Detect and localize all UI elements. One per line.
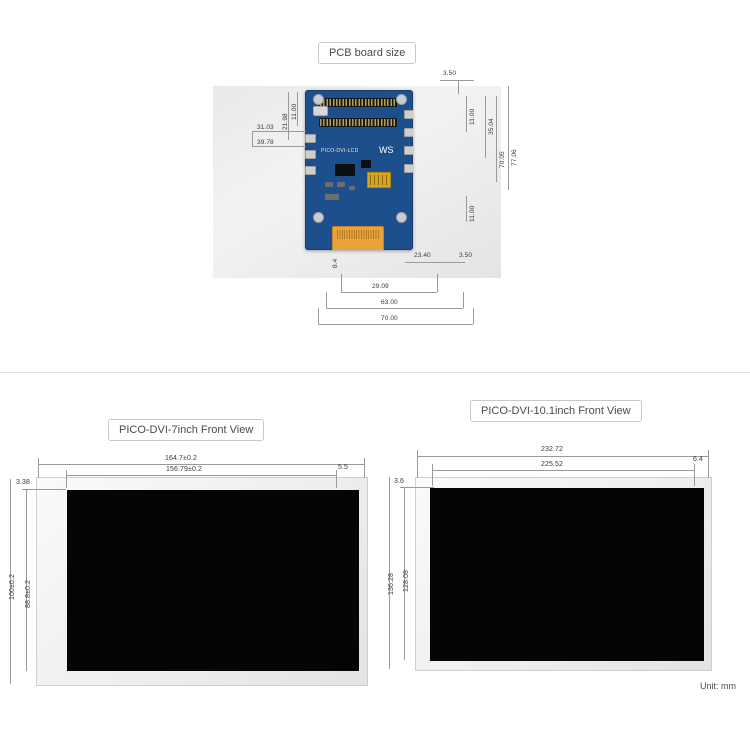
pcb-dim-right-ext-5 — [466, 196, 467, 222]
ic-chip-2 — [361, 160, 371, 168]
pcb-section-title: PCB board size — [318, 42, 416, 64]
pcb-dim-left-3103: 31.03 — [257, 124, 274, 131]
pcb-board-size-section — [0, 0, 750, 370]
pcb-dim-bottom-ext-5 — [318, 308, 319, 324]
pcb-dim-right-ext-2 — [485, 96, 486, 158]
panel-7inch-outline — [36, 477, 368, 686]
mounting-hole-tr — [396, 94, 407, 105]
pcb-dim-right-1100b: 11.00 — [469, 205, 476, 222]
section-divider — [0, 372, 750, 373]
pcb-dim-bottom-line-7000 — [318, 324, 473, 325]
pcb-dim-right-ext-1 — [466, 96, 467, 132]
pcb-dim-bottom-7000: 70.00 — [381, 315, 398, 322]
pcb-dim-left-ext-3 — [252, 131, 253, 146]
unit-note: Unit: mm — [700, 681, 736, 691]
pcb-photo — [213, 86, 501, 278]
pcb-dim-right-ext-3 — [496, 96, 497, 182]
p10-dim-top-inner-ext-r — [694, 464, 695, 486]
p10-dim-top-inner-ext-l — [432, 464, 433, 486]
pcb-dim-right-3504: 35.04 — [488, 118, 495, 135]
board-silkscreen-label: PICO-DVI-LCD — [321, 148, 359, 154]
pcb-dim-right-ext-0 — [458, 80, 459, 94]
pcb-dim-bottom-ext-6 — [473, 308, 474, 324]
pcb-dim-left-1100: 11.00 — [291, 103, 298, 120]
pcb-dim-right-1100a: 11.00 — [469, 108, 476, 125]
capacitor-3 — [349, 186, 355, 190]
pcb-dim-right-7706: 77.06 — [511, 149, 518, 166]
side-connector-5 — [404, 128, 413, 137]
side-connector-1 — [305, 134, 316, 143]
p7-dim-888: 88.8±0.2 — [25, 580, 32, 608]
pcb-dim-right-ext-4 — [508, 86, 509, 190]
capacitor-2 — [337, 182, 345, 187]
p10-dim-top-inner-line — [432, 470, 694, 471]
pcb-dim-bottom-350: 3.50 — [459, 252, 473, 259]
p7-dim-338: 3.38 — [16, 479, 31, 486]
panel-7inch-title: PICO-DVI-7inch Front View — [108, 419, 264, 441]
capacitor-1 — [325, 182, 333, 187]
pcb-dim-bottom-2909: 29.09 — [372, 283, 389, 290]
p7-dim-100: 100±0.2 — [9, 574, 16, 600]
pcb-dim-left-3978: 39.78 — [257, 139, 274, 146]
p10-dim-12808: 128.08 — [403, 569, 410, 592]
screw-terminal-block — [367, 172, 391, 188]
p7-dim-left-338-line — [22, 489, 66, 490]
p10-dim-13628: 136.28 — [388, 572, 395, 595]
pcb-dim-top-line-350 — [440, 80, 474, 81]
capacitor-4 — [325, 194, 339, 200]
pcb-dim-bottom-84: 8.4 — [332, 258, 339, 268]
pcb-dim-left-2198: 21.98 — [282, 113, 289, 130]
p7-dim-1647: 164.7±0.2 — [165, 455, 197, 462]
p7-dim-top-ext-l — [38, 458, 39, 478]
pcb-dim-bottom-ext-1 — [341, 274, 342, 292]
p7-dim-top-outer-line — [38, 464, 364, 465]
p10-dim-36: 3.6 — [394, 478, 405, 485]
p7-dim-55: 5.5 — [338, 464, 349, 471]
usb-c-connector — [313, 106, 328, 116]
p7-dim-top-ext-r — [364, 458, 365, 478]
pcb-dim-left-line-39 — [252, 146, 306, 147]
pcb-dim-bottom-line-2909 — [341, 292, 437, 293]
panel-10inch-active-area — [430, 488, 704, 661]
p10-dim-64: 6.4 — [693, 456, 704, 463]
side-connector-2 — [305, 150, 316, 159]
p10-dim-top-outer-line — [417, 456, 708, 457]
side-connector-6 — [404, 146, 413, 155]
pcb-dim-bottom-line-2340 — [405, 262, 465, 263]
pcb-dim-bottom-6300: 63.00 — [381, 299, 398, 306]
side-connector-7 — [404, 164, 413, 173]
pcb-dim-bottom-ext-2 — [437, 274, 438, 292]
p10-dim-23272: 232.72 — [541, 446, 564, 453]
fpc-ribbon-connector — [332, 226, 384, 250]
pcb-dim-bottom-2340: 23.40 — [414, 252, 431, 259]
p10-dim-left-36-line — [400, 487, 434, 488]
waveshare-logo: WS — [379, 145, 394, 155]
gpio-header-top — [319, 98, 397, 107]
pcb-dim-bottom-ext-3 — [326, 292, 327, 308]
pcb-board-image — [305, 90, 413, 250]
p7-dim-top-inner-ext-r — [336, 470, 337, 488]
pcb-dim-left-line-31 — [252, 131, 306, 132]
panel-10inch-outline — [415, 477, 712, 671]
p10-dim-22552: 225.52 — [541, 461, 564, 468]
p7-dim-top-inner-ext-l — [66, 470, 67, 488]
side-connector-3 — [305, 166, 316, 175]
p7-dim-top-inner-line — [66, 475, 336, 476]
p7-dim-15679: 156.79±0.2 — [166, 466, 202, 473]
pcb-dim-right-350: 3.50 — [443, 70, 457, 77]
p10-dim-top-ext-r — [708, 450, 709, 478]
ic-chip-1 — [335, 164, 355, 176]
mounting-hole-br — [396, 212, 407, 223]
panel-10inch-title: PICO-DVI-10.1inch Front View — [470, 400, 642, 422]
mounting-hole-bl — [313, 212, 324, 223]
pcb-dim-bottom-line-6300 — [326, 308, 463, 309]
side-connector-4 — [404, 110, 413, 119]
pcb-dim-right-7005: 70.05 — [499, 151, 506, 168]
pcb-dim-bottom-ext-4 — [463, 292, 464, 308]
mounting-hole-tl — [313, 94, 324, 105]
gpio-header-middle — [319, 118, 397, 127]
p10-dim-top-ext-l — [417, 450, 418, 478]
panel-7inch-active-area — [67, 490, 359, 671]
